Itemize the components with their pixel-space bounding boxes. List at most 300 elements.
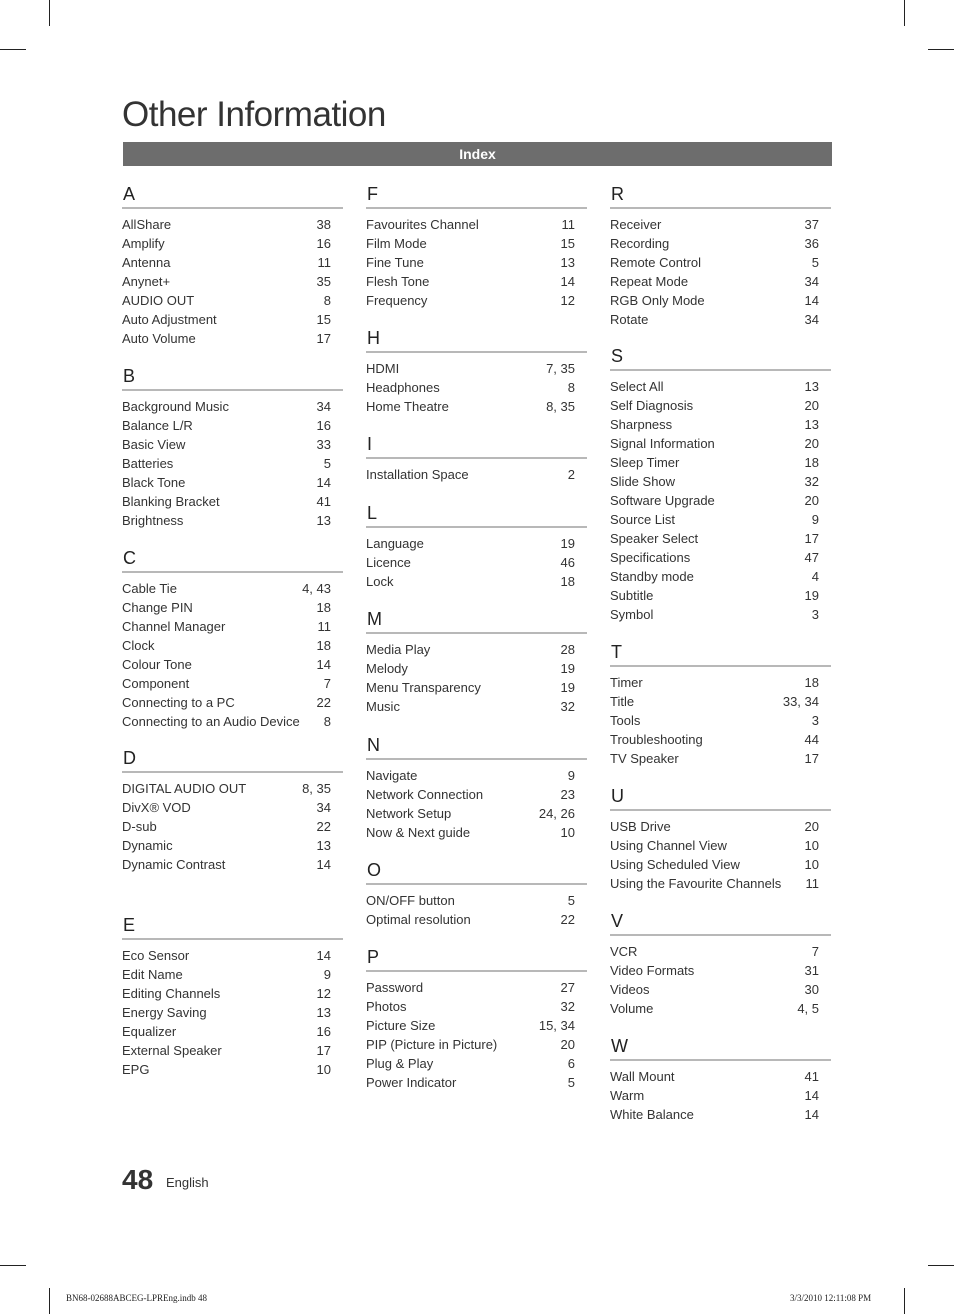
crop-mark (928, 49, 954, 50)
index-page-ref: 20 (560, 1037, 575, 1052)
index-page-ref: 34 (804, 312, 819, 327)
index-page-ref: 34 (804, 274, 819, 289)
index-page-ref: 32 (560, 699, 575, 714)
section-letter: D (123, 748, 136, 768)
index-entry (366, 659, 587, 678)
index-term: Edit Name (122, 967, 183, 982)
index-entry (366, 465, 587, 484)
index-page-ref: 20 (804, 398, 819, 413)
index-term: External Speaker (122, 1043, 222, 1058)
index-page-ref: 6 (567, 1056, 575, 1071)
index-term: Lock (366, 574, 394, 589)
index-page-ref: 30 (804, 982, 819, 997)
index-page-ref: 32 (804, 474, 819, 489)
index-entry (122, 511, 343, 530)
index-entry (610, 415, 831, 434)
section-divider (610, 934, 831, 936)
index-entry (610, 730, 831, 749)
index-entry (122, 397, 343, 416)
index-term: Licence (366, 555, 411, 570)
index-term: Auto Volume (122, 331, 196, 346)
index-page-ref: 13 (316, 838, 331, 853)
index-page-ref: 32 (560, 999, 575, 1014)
index-section-c (122, 547, 343, 731)
index-term: Title (610, 694, 635, 709)
index-section-o (366, 859, 587, 929)
index-page-ref: 13 (560, 255, 575, 270)
index-entry (610, 836, 831, 855)
index-section-e (122, 914, 343, 1079)
index-entry (610, 453, 831, 472)
index-term: Warm (610, 1088, 645, 1103)
index-entry (610, 491, 831, 510)
section-header-bar: Index (123, 142, 832, 166)
section-letter: B (123, 366, 136, 386)
index-page-ref: 7 (811, 944, 819, 959)
index-page-ref: 27 (560, 980, 575, 995)
index-page-ref: 8 (323, 293, 331, 308)
section-divider (122, 571, 343, 573)
index-entry (610, 673, 831, 692)
index-page-ref: 15, 34 (538, 1018, 575, 1033)
crop-mark (49, 0, 50, 26)
index-term: Slide Show (610, 474, 676, 489)
index-term: Dynamic (122, 838, 173, 853)
index-entry (122, 435, 343, 454)
index-term: Favourites Channel (366, 217, 479, 232)
index-page-ref: 18 (316, 638, 331, 653)
index-term: Melody (366, 661, 408, 676)
index-section-w (610, 1035, 831, 1124)
index-entry (610, 1105, 831, 1124)
index-entry (610, 548, 831, 567)
index-entry (122, 836, 343, 855)
index-page-ref: 9 (811, 512, 819, 527)
index-entry (366, 997, 587, 1016)
index-term: Self Diagnosis (610, 398, 694, 413)
index-page-ref: 18 (316, 600, 331, 615)
index-term: Specifications (610, 550, 691, 565)
index-page-ref: 14 (804, 293, 819, 308)
index-entry (122, 1041, 343, 1060)
index-entry (610, 510, 831, 529)
index-page-ref: 23 (560, 787, 575, 802)
index-term: Clock (122, 638, 155, 653)
index-page-ref: 7, 35 (546, 361, 575, 376)
index-entry (122, 965, 343, 984)
index-term: DIGITAL AUDIO OUT (122, 781, 247, 796)
section-divider (366, 351, 587, 353)
section-letter: O (367, 860, 382, 880)
section-divider (610, 369, 831, 371)
index-page-ref: 33, 34 (782, 694, 819, 709)
index-entry (610, 1086, 831, 1105)
index-page-ref: 9 (323, 967, 331, 982)
index-term: Network Connection (366, 787, 484, 802)
index-section-u (610, 785, 831, 893)
index-entry (610, 272, 831, 291)
index-entry (366, 891, 587, 910)
section-letter: C (123, 548, 136, 568)
index-entry (122, 712, 343, 731)
index-term: Auto Adjustment (122, 312, 217, 327)
index-entry (366, 553, 587, 572)
index-page-ref: 13 (804, 417, 819, 432)
index-page-ref: 14 (316, 475, 331, 490)
index-entry (122, 253, 343, 272)
index-entry (610, 529, 831, 548)
crop-mark (904, 0, 905, 26)
index-page-ref: 18 (560, 574, 575, 589)
index-page-ref: 12 (316, 986, 331, 1001)
index-section-d (122, 747, 343, 874)
index-term: Rotate (610, 312, 649, 327)
index-entry (122, 1060, 343, 1079)
index-page-ref: 22 (316, 819, 331, 834)
index-page-ref: 10 (560, 825, 575, 840)
page-number: 48 (122, 1164, 154, 1195)
index-page-ref: 14 (316, 657, 331, 672)
index-entry (122, 817, 343, 836)
index-entry (122, 329, 343, 348)
section-divider (610, 809, 831, 811)
index-entry (122, 454, 343, 473)
index-page-ref: 33 (316, 437, 331, 452)
index-entry (610, 586, 831, 605)
index-page-ref: 17 (316, 331, 331, 346)
index-section-s (610, 345, 831, 624)
index-page-ref: 14 (804, 1088, 819, 1103)
index-page-ref: 47 (804, 550, 819, 565)
index-page-ref: 16 (316, 1024, 331, 1039)
index-term: Black Tone (122, 475, 186, 490)
index-term: Standby mode (610, 569, 694, 584)
index-term: Antenna (122, 255, 171, 270)
index-page-ref: 11 (317, 619, 331, 634)
index-term: Picture Size (366, 1018, 436, 1033)
index-page-ref: 7 (323, 676, 331, 691)
index-page-ref: 35 (316, 274, 331, 289)
index-entry (366, 253, 587, 272)
index-page-ref: 17 (804, 751, 819, 766)
index-entry (122, 1022, 343, 1041)
crop-mark (49, 1288, 50, 1314)
index-entry (122, 473, 343, 492)
section-divider (122, 938, 343, 940)
section-divider (122, 389, 343, 391)
section-letter: P (367, 947, 380, 967)
index-term: AUDIO OUT (122, 293, 195, 308)
index-entry (610, 942, 831, 961)
crop-mark (0, 1265, 26, 1266)
index-term: Subtitle (610, 588, 654, 603)
section-letter: S (611, 346, 624, 366)
index-term: Wall Mount (610, 1069, 675, 1084)
index-term: Volume (610, 1001, 654, 1016)
index-page-ref: 3 (811, 713, 819, 728)
index-section-v (610, 910, 831, 1018)
index-term: Network Setup (366, 806, 452, 821)
index-entry (610, 749, 831, 768)
index-entry (610, 1067, 831, 1086)
index-term: Signal Information (610, 436, 715, 451)
index-page-ref: 11 (805, 876, 819, 891)
index-entry (366, 215, 587, 234)
index-term: Blanking Bracket (122, 494, 220, 509)
section-letter: V (611, 911, 624, 931)
index-page-ref: 17 (804, 531, 819, 546)
index-term: Sharpness (610, 417, 673, 432)
index-term: VCR (610, 944, 638, 959)
index-page-ref: 34 (316, 399, 331, 414)
index-page-ref: 19 (560, 536, 575, 551)
index-section-i (366, 433, 587, 484)
index-entry (366, 378, 587, 397)
index-page-ref: 15 (560, 236, 575, 251)
index-page-ref: 8, 35 (546, 399, 575, 414)
index-term: Symbol (610, 607, 654, 622)
index-term: ON/OFF button (366, 893, 455, 908)
section-letter: L (367, 503, 378, 523)
index-page-ref: 8 (323, 714, 331, 729)
index-page-ref: 4, 43 (302, 581, 331, 596)
index-page-ref: 14 (316, 948, 331, 963)
index-page-ref: 18 (804, 675, 819, 690)
index-term: Basic View (122, 437, 186, 452)
index-entry (366, 572, 587, 591)
index-term: Repeat Mode (610, 274, 689, 289)
index-entry (122, 984, 343, 1003)
index-page-ref: 22 (560, 912, 575, 927)
index-term: Plug & Play (366, 1056, 434, 1071)
index-term: Using Channel View (610, 838, 727, 853)
page-title: Other Information (122, 95, 386, 134)
index-section-n (366, 734, 587, 842)
index-entry (366, 359, 587, 378)
index-term: Now & Next guide (366, 825, 471, 840)
index-page-ref: 8, 35 (302, 781, 331, 796)
index-term: Connecting to a PC (122, 695, 235, 710)
index-entry (366, 234, 587, 253)
index-term: D-sub (122, 819, 157, 834)
section-divider (366, 632, 587, 634)
index-page-ref: 19 (560, 680, 575, 695)
index-term: Media Play (366, 642, 431, 657)
index-term: USB Drive (610, 819, 671, 834)
index-entry (366, 534, 587, 553)
index-entry (610, 605, 831, 624)
index-term: HDMI (366, 361, 400, 376)
index-term: Change PIN (122, 600, 193, 615)
index-term: Receiver (610, 217, 662, 232)
index-section-r (610, 183, 831, 329)
index-page-ref: 8 (567, 380, 575, 395)
index-page-ref: 5 (323, 456, 331, 471)
index-term: White Balance (610, 1107, 694, 1122)
index-page-ref: 17 (316, 1043, 331, 1058)
index-page-ref: 36 (804, 236, 819, 251)
index-term: Amplify (122, 236, 165, 251)
index-section-h (366, 327, 587, 416)
index-term: Home Theatre (366, 399, 449, 414)
print-file-info: BN68-02688ABCEG-LPREng.indb 48 (66, 1293, 208, 1303)
section-divider (610, 207, 831, 209)
index-page-ref: 15 (316, 312, 331, 327)
index-term: Cable Tie (122, 581, 177, 596)
index-page-ref: 41 (316, 494, 331, 509)
index-page-ref: 44 (804, 732, 819, 747)
index-page-ref: 19 (804, 588, 819, 603)
section-letter: W (611, 1036, 628, 1056)
index-page-ref: 13 (316, 513, 331, 528)
index-term: Brightness (122, 513, 184, 528)
index-entry (610, 291, 831, 310)
index-entry (610, 310, 831, 329)
index-page-ref: 19 (560, 661, 575, 676)
index-section-b (122, 365, 343, 530)
index-term: Fine Tune (366, 255, 424, 270)
index-term: Frequency (366, 293, 428, 308)
index-entry (366, 1016, 587, 1035)
index-term: Photos (366, 999, 407, 1014)
index-term: Recording (610, 236, 670, 251)
index-term: Batteries (122, 456, 174, 471)
index-page-ref: 13 (804, 379, 819, 394)
index-entry (610, 472, 831, 491)
index-entry (122, 272, 343, 291)
index-term: Editing Channels (122, 986, 221, 1001)
crop-mark (904, 1288, 905, 1314)
index-page-ref: 20 (804, 819, 819, 834)
index-page-ref: 24, 26 (538, 806, 575, 821)
index-term: Connecting to an Audio Device (122, 714, 300, 729)
index-entry (122, 291, 343, 310)
index-page-ref: 10 (804, 857, 819, 872)
index-entry (366, 978, 587, 997)
index-entry (122, 693, 343, 712)
index-entry (122, 655, 343, 674)
index-page-ref: 38 (316, 217, 331, 232)
index-entry (610, 434, 831, 453)
index-entry (122, 1003, 343, 1022)
index-entry (122, 636, 343, 655)
index-term: Music (366, 699, 400, 714)
index-entry (366, 640, 587, 659)
index-term: Colour Tone (122, 657, 192, 672)
index-page-ref: 18 (804, 455, 819, 470)
index-entry (610, 817, 831, 836)
index-page-ref: 12 (560, 293, 575, 308)
index-page-ref: 16 (316, 418, 331, 433)
index-section-m (366, 608, 587, 716)
index-section-f (366, 183, 587, 310)
index-entry (122, 798, 343, 817)
index-entry (610, 980, 831, 999)
section-letter: A (123, 184, 136, 204)
index-page-ref: 2 (567, 467, 575, 482)
print-date-info: 3/3/2010 12:11:08 PM (790, 1293, 872, 1303)
index-entry (366, 697, 587, 716)
index-page-ref: 46 (560, 555, 575, 570)
index-entry (610, 711, 831, 730)
index-term: Remote Control (610, 255, 702, 270)
section-divider (366, 457, 587, 459)
index-entry (610, 567, 831, 586)
index-term: Anynet+ (122, 274, 171, 289)
index-term: Using the Favourite Channels (610, 876, 782, 891)
index-entry (122, 234, 343, 253)
index-term: Tools (610, 713, 641, 728)
index-section-a (122, 183, 343, 348)
index-page-ref: 20 (804, 493, 819, 508)
index-entry (366, 1073, 587, 1092)
index-page-ref: 3 (811, 607, 819, 622)
section-divider (366, 207, 587, 209)
section-letter: F (367, 184, 378, 204)
index-term: Select All (610, 379, 664, 394)
index-term: Installation Space (366, 467, 469, 482)
index-entry (610, 961, 831, 980)
index-page-ref: 34 (316, 800, 331, 815)
index-page-ref: 14 (316, 857, 331, 872)
index-term: Videos (610, 982, 650, 997)
index-entry (122, 617, 343, 636)
index-term: Headphones (366, 380, 440, 395)
index-term: Navigate (366, 768, 418, 783)
index-entry (366, 291, 587, 310)
index-entry (366, 785, 587, 804)
index-term: Timer (610, 675, 643, 690)
index-term: Using Scheduled View (610, 857, 740, 872)
index-entry (122, 579, 343, 598)
index-term: Troubleshooting (610, 732, 703, 747)
index-section-l (366, 502, 587, 591)
index-page-ref: 28 (560, 642, 575, 657)
index-term: Component (122, 676, 190, 691)
index-entry (610, 234, 831, 253)
index-entry (366, 823, 587, 842)
index-term: Flesh Tone (366, 274, 430, 289)
index-term: Balance L/R (122, 418, 193, 433)
index-page-ref: 13 (316, 1005, 331, 1020)
section-divider (366, 883, 587, 885)
index-entry (122, 946, 343, 965)
index-term: AllShare (122, 217, 172, 232)
index-entry (122, 855, 343, 874)
index-entry (122, 310, 343, 329)
index-page-ref: 5 (567, 1075, 575, 1090)
crop-mark (0, 49, 26, 50)
index-page-ref: 4 (811, 569, 819, 584)
section-divider (610, 665, 831, 667)
index-term: Password (366, 980, 424, 995)
index-page-ref: 41 (804, 1069, 819, 1084)
index-entry (122, 779, 343, 798)
index-page-ref: 20 (804, 436, 819, 451)
index-page-ref: 9 (567, 768, 575, 783)
index-term: Menu Transparency (366, 680, 481, 695)
index-page-ref: 10 (804, 838, 819, 853)
index-term: Language (366, 536, 424, 551)
index-entry (366, 678, 587, 697)
index-entry (366, 766, 587, 785)
index-entry (366, 1035, 587, 1054)
index-page-ref: 22 (316, 695, 331, 710)
index-term: Optimal resolution (366, 912, 471, 927)
index-term: Equalizer (122, 1024, 177, 1039)
index-entry (122, 598, 343, 617)
index-term: Dynamic Contrast (122, 857, 226, 872)
